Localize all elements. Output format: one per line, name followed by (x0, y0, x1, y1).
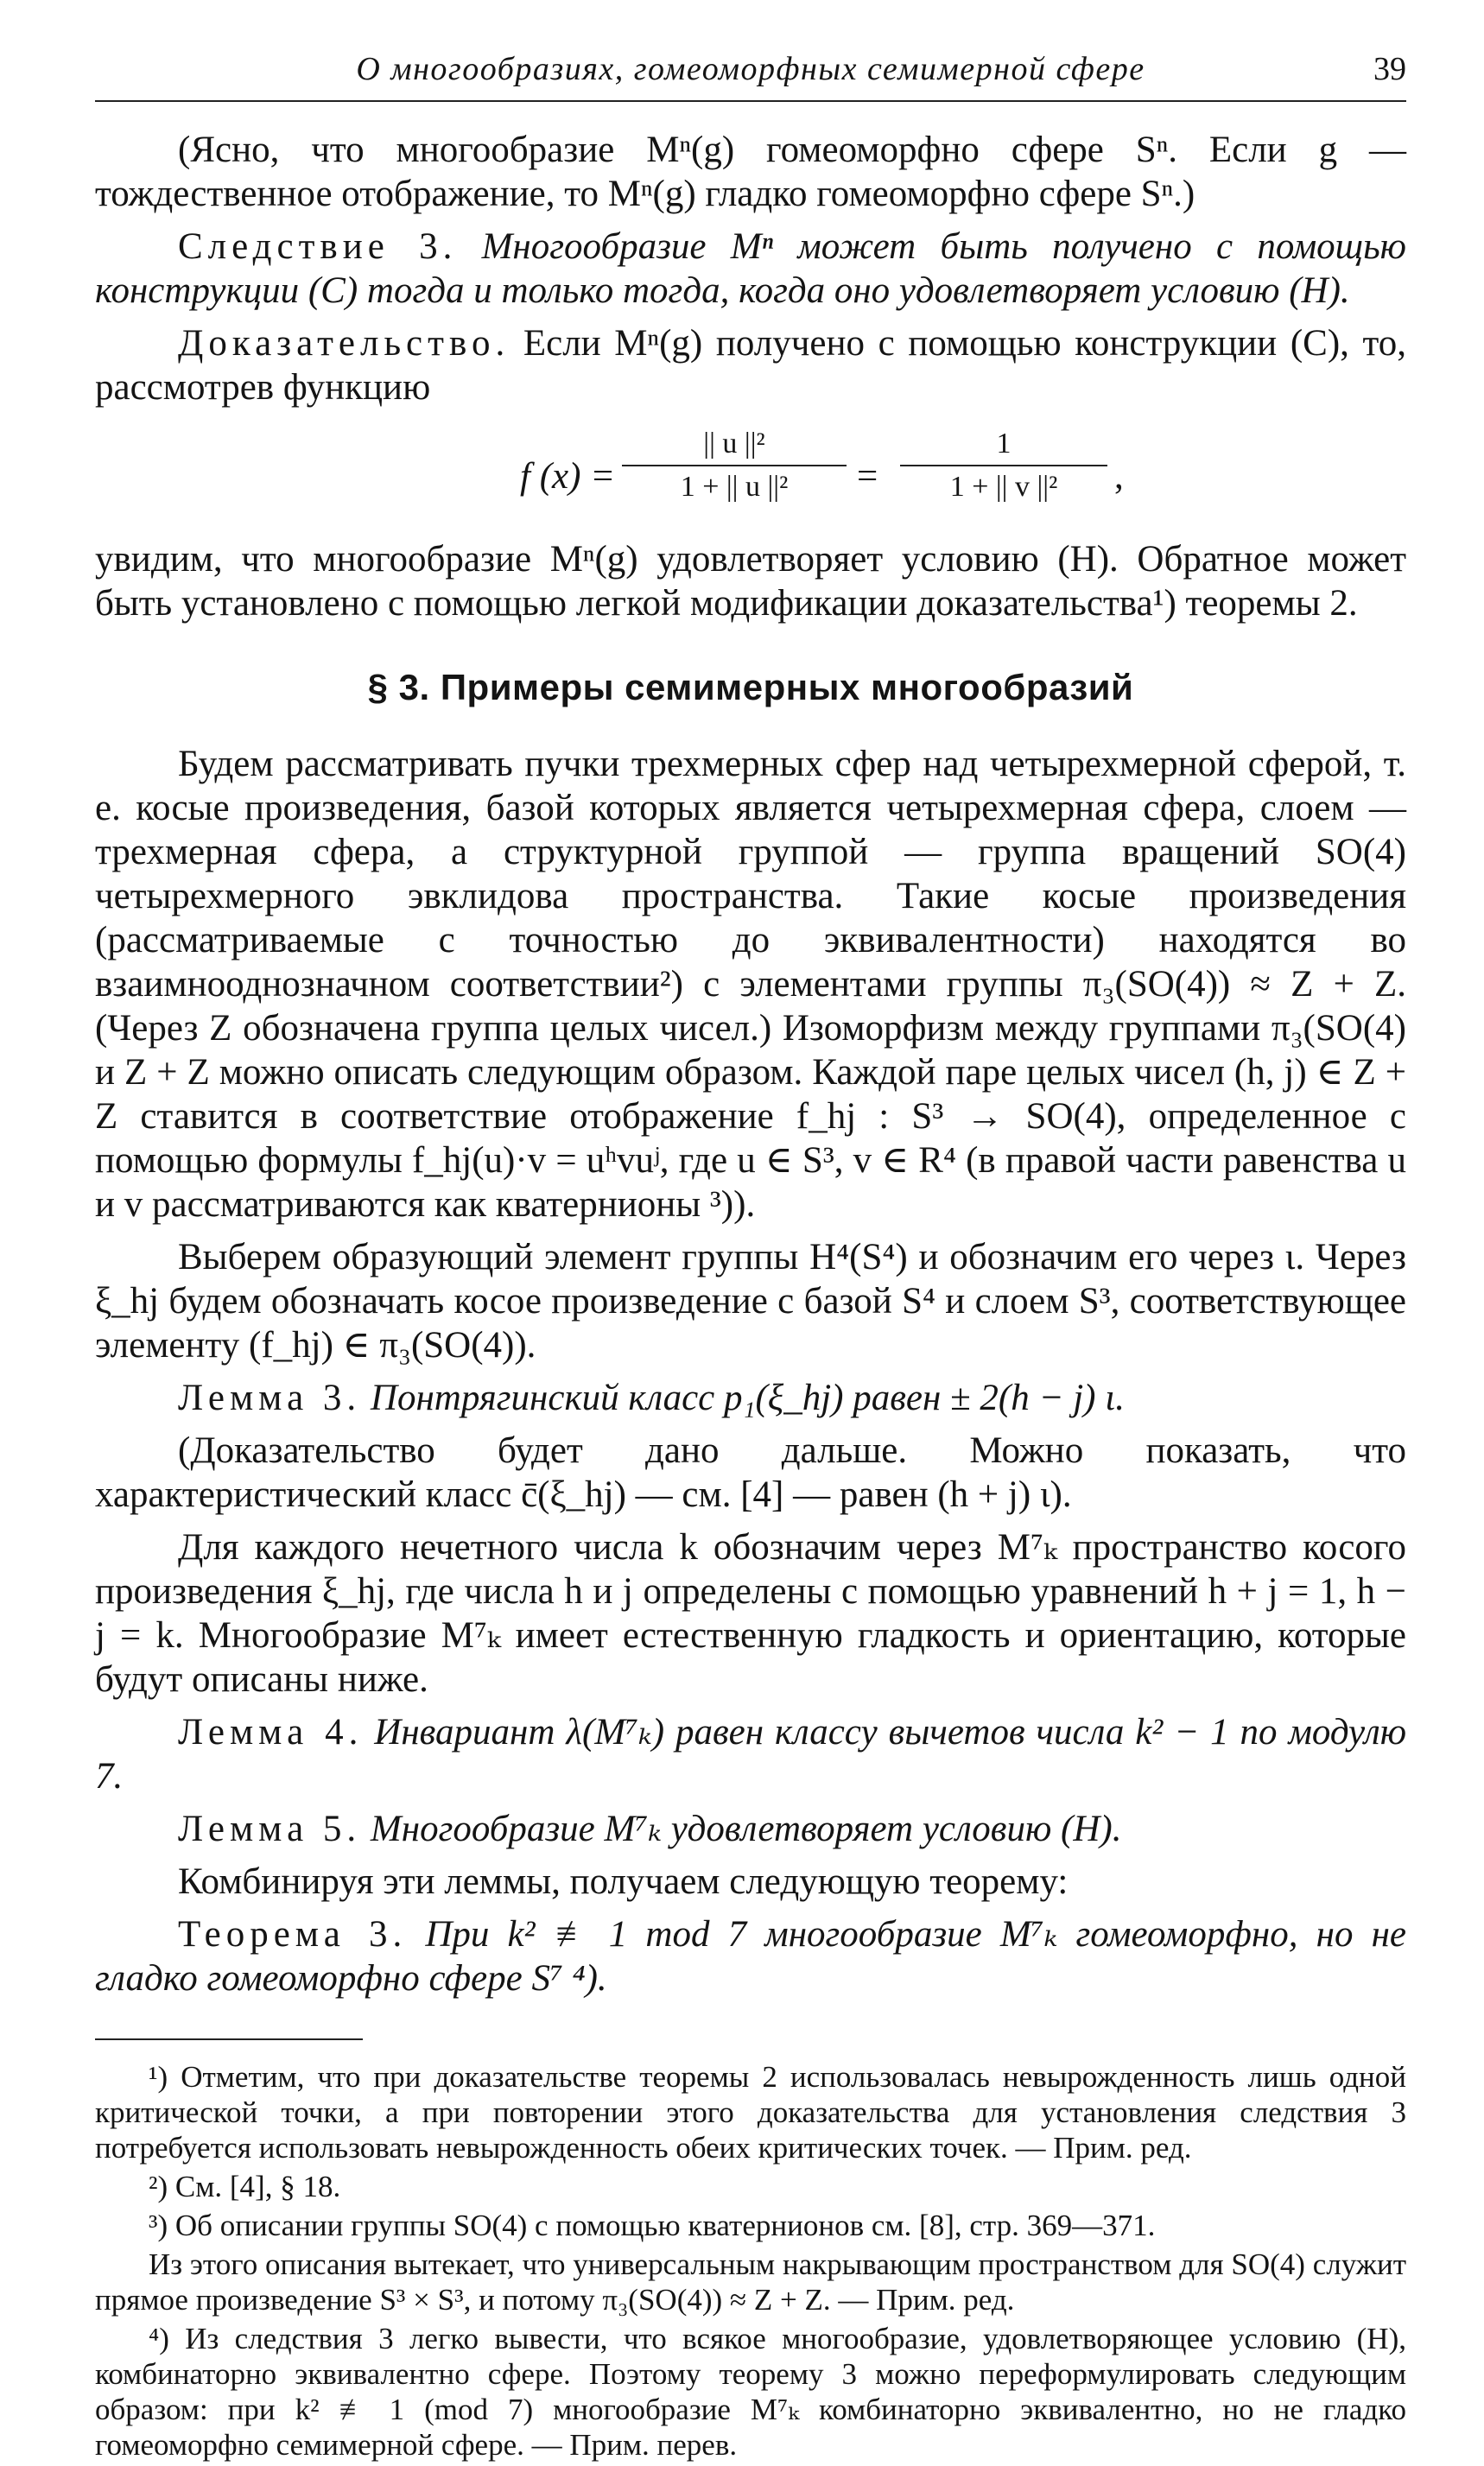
lemma-5-label: Лемма 5. (178, 1809, 362, 1849)
formula-fraction-1-denominator: 1 + || u ||² (680, 471, 789, 503)
running-head (95, 50, 1406, 102)
lemma-4 (95, 1710, 1406, 1798)
paragraph-generator: Выберем образующий элемент группы H⁴(S⁴) и обозначим его через ι. Через ξ_hj будем обозначать косое произведение с базой S⁴ и слоем S³, соответствующее элементу (f_hj) ∈ π₃(SO(4)). (95, 1237, 1406, 1366)
footnote-divider (95, 2038, 363, 2040)
lemma-5 (95, 1807, 1406, 1851)
lemma-3 (95, 1376, 1406, 1420)
footnote-3: ³) Об описании группы SO(4) с помощью кватернионов см. [8], стр. 369—371. (149, 2209, 1156, 2242)
footnotes (95, 2059, 1406, 2463)
lemma-4-statement: Инвариант λ(M⁷ₖ) равен классу вычетов числа k² − 1 по модулю 7. (95, 1712, 1407, 1797)
theorem-3-statement: При k² ≢ 1 mod 7 многообразие M⁷ₖ гомеоморфно, но не гладко гомеоморфно сфере S⁷ ⁴). (95, 1914, 1406, 1999)
lemma-4-label: Лемма 4. (178, 1712, 364, 1753)
formula-fraction-1-numerator: || u ||² (622, 427, 847, 466)
proof-text: Если Mⁿ(g) получено с помощью конструкции (С), то, рассмотрев функцию (95, 323, 1406, 408)
proof (95, 321, 1406, 409)
paragraph-combining: Комбинируя эти леммы, получаем следующую теорему: (178, 1861, 1069, 1902)
lemma-3-label: Лемма 3. (178, 1378, 362, 1418)
formula-fraction-2-denominator: 1 + || v ||² (949, 471, 1058, 503)
running-head-title: О многообразиях, гомеоморфных семимерной сфере (356, 51, 1145, 87)
theorem-3-label: Теорема 3. (178, 1914, 408, 1955)
footnote-2: ²) См. [4], § 18. (149, 2170, 341, 2203)
theorem-3 (95, 1912, 1406, 2000)
proof-label: Доказательство. (178, 323, 511, 364)
formula-fraction-1 (622, 427, 847, 504)
corollary-3-statement: Многообразие Mⁿ может быть получено с помощью конструкции (С) тогда и только тогда, когда оно удовлетворяет условию (Н). (95, 226, 1406, 311)
paragraph-bundles: Будем рассматривать пучки трехмерных сфер над четырехмерной сферой, т. е. косые произведения, базой которых является четырехмерная сфера, слоем — трехмерная сфера, а структурной группой — группа вращений SO(4) четырехмерного эвклидова пространства. Такие косые произведения (рассматриваемые с точностью до эквивалентности) находятся во взаимнооднозначном соответствии²) с элементами группы π₃(SO(4)) ≈ Z + Z. (Через Z обозначена группа целых чисел.) Изоморфизм между группами π₃(SO(4) и Z + Z можно описать следующим образом. Каждой паре целых чисел (h, j) ∈ Z + Z ставится в соответствие отображение f_hj : S³ → SO(4), определенное с помощью формулы f_hj(u)·v = uʰvuʲ, где u ∈ S³, v ∈ R⁴ (в правой части равенства u и v рассматриваются как кватернионы ³)). (95, 744, 1406, 1225)
formula-lhs: f (x) = (520, 456, 616, 497)
lemma-3-statement: Понтрягинский класс p₁(ξ_hj) равен ± 2(h − j) ι. (370, 1378, 1125, 1418)
paragraph-remark: (Ясно, что многообразие Mⁿ(g) гомеоморфно сфере Sⁿ. Если g — тождественное отображение, то Mⁿ(g) гладко гомеоморфно сфере Sⁿ.) (95, 130, 1406, 214)
corollary-3-label: Следствие 3. (178, 226, 458, 267)
footnote-3-continued: Из этого описания вытекает, что универсальным накрывающим пространством для SO(4) служит прямое произведение S³ × S³, и потому π₃(SO(4)) ≈ Z + Z. — Прим. ред. (95, 2247, 1406, 2317)
page-number: 39 (1373, 51, 1406, 87)
paragraph-after-formula: увидим, что многообразие Mⁿ(g) удовлетворяет условию (Н). Обратное может быть установлено с помощью легкой модификации доказательства¹) теоремы 2. (95, 539, 1406, 624)
paragraph-odd-k: Для каждого нечетного числа k обозначим через M⁷ₖ пространство косого произведения ξ_hj, где числа h и j определены с помощью уравнений h + j = 1, h − j = k. Многообразие M⁷ₖ имеет естественную гладкость и ориентацию, которые будут описаны ниже. (95, 1527, 1406, 1700)
footnote-4: ⁴) Из следствия 3 легко вывести, что всякое многообразие, удовлетворяющее условию (Н), комбинаторно эквивалентно сфере. Поэтому теорему 3 можно переформулировать следующим образом: при k² ≢ 1 (mod 7) многообразие M⁷ₖ комбинаторно эквивалентно, но не гладко гомеоморфно семимерной сфере. — Прим. перев. (95, 2322, 1406, 2462)
formula-comma: , (1114, 456, 1124, 497)
section-heading: § 3. Примеры семимерных многообразий (367, 667, 1134, 707)
formula-fraction-2 (900, 427, 1107, 504)
footnote-1: ¹) Отметим, что при доказательстве теоремы 2 использовалась невырожденность лишь одной критической точки, а при повторении этого доказательства для установления следствия 3 потребуется использовать невырожденность обеих критических точек. — Прим. ред. (95, 2060, 1406, 2165)
paragraph-characteristic-class: (Доказательство будет дано дальше. Можно показать, что характеристический класс c̄(ξ_hj) — см. [4] — равен (h + j) ι). (95, 1430, 1406, 1515)
lemma-5-statement: Многообразие M⁷ₖ удовлетворяет условию (Н). (370, 1809, 1122, 1849)
formula-f (95, 418, 1406, 532)
formula-fraction-2-numerator: 1 (900, 427, 1107, 466)
main-text (95, 128, 1406, 2466)
formula-equals: = (857, 456, 878, 497)
corollary-3 (95, 225, 1406, 313)
